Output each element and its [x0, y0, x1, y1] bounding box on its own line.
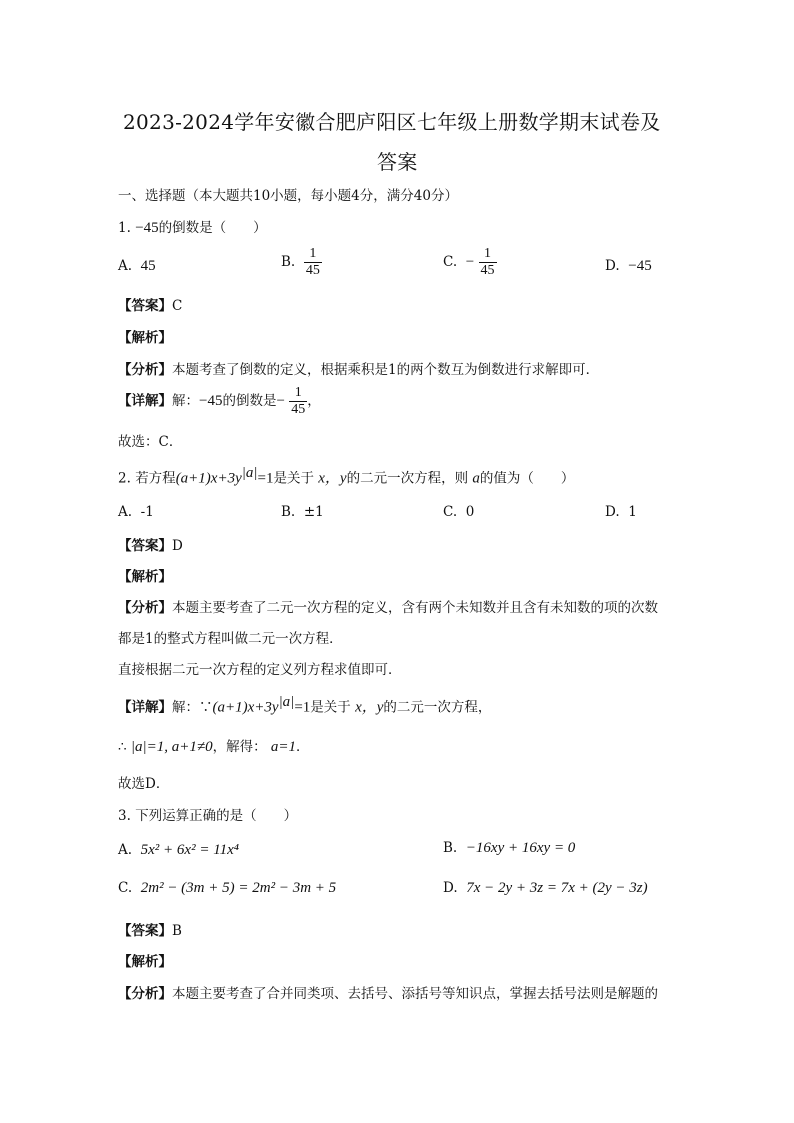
question-text: 的二元一次方程，则	[346, 470, 469, 487]
question-text: 的倒数是（ ）	[158, 220, 267, 236]
option-a	[118, 258, 156, 275]
option-value: ±1	[303, 504, 324, 520]
option-d	[605, 258, 652, 275]
option-value: 45	[140, 258, 156, 274]
option-b	[281, 504, 324, 520]
option-label: B.	[443, 840, 458, 856]
answer-value: D	[172, 538, 183, 554]
question-2-stem	[118, 465, 574, 488]
analysis-text	[118, 358, 599, 378]
solution-text: ．	[296, 739, 310, 755]
fraction-denominator: 45	[291, 402, 306, 417]
conclusion: 故选D．	[118, 776, 170, 792]
fenxi-tag: 【分析】	[118, 362, 172, 378]
section-heading: 一、选择题（本大题共10小题，每小题4分，满分40分）	[118, 188, 458, 204]
option-d	[605, 504, 637, 520]
option-formula: 2m² − (3m + 5) = 2m² − 3m + 5	[140, 880, 337, 896]
option-label: B.	[281, 504, 296, 520]
answer-tag: 【答案】	[118, 923, 172, 939]
solution-text: 的二元一次方程，	[383, 699, 492, 716]
xiangjie-tag: 【详解】	[118, 393, 172, 409]
question-text: 下列运算正确的是（ ）	[135, 808, 298, 824]
fraction	[479, 246, 497, 279]
answer-value: C	[172, 298, 183, 314]
option-b	[281, 246, 322, 279]
option-a	[118, 842, 239, 859]
question-number: 2.	[118, 470, 131, 487]
fraction-numerator: 1	[484, 246, 491, 261]
option-formula: −16xy + 16xy = 0	[465, 840, 576, 856]
analysis-text	[118, 596, 658, 616]
xiangjie-tag: 【详解】	[118, 699, 172, 716]
math-expression: −45	[135, 220, 159, 236]
fraction	[304, 246, 322, 279]
solution-text: 解：∵	[172, 699, 213, 716]
option-label: A.	[118, 258, 133, 274]
solution-text: 解：	[172, 393, 199, 409]
solution-text: 是关于	[310, 699, 351, 716]
minus-sign: −	[465, 254, 475, 270]
question-3-stem	[118, 804, 297, 824]
analysis-text-line3: 直接根据二元一次方程的定义列方程求值即可．	[118, 662, 402, 678]
option-d	[443, 880, 648, 897]
option-b	[443, 840, 575, 857]
math-equation-end: =1	[257, 470, 274, 487]
answer-value: B	[172, 923, 182, 939]
math-equation: (a+1)x+3y	[212, 699, 279, 716]
math-result: a=1	[270, 739, 297, 755]
analysis-tag: 【解析】	[118, 954, 172, 970]
fenxi-text: 本题主要考查了二元一次方程的定义，含有两个未知数并且含有未知数的项的次数	[172, 600, 658, 616]
fraction-denominator: 45	[480, 263, 495, 278]
option-value: -1	[140, 504, 154, 520]
detail-solution	[118, 385, 321, 418]
math-exponent: |a|	[278, 694, 295, 710]
option-label: C.	[443, 254, 458, 270]
fraction-numerator: 1	[309, 246, 317, 261]
math-equation: (a+1)x+3y	[175, 470, 242, 487]
option-label: B.	[281, 254, 296, 270]
conclusion: 故选：C．	[118, 434, 183, 450]
question-text: 若方程	[135, 470, 176, 487]
option-label: D.	[443, 880, 458, 896]
option-value: 1	[628, 504, 637, 520]
question-number: 1.	[118, 220, 131, 236]
option-label: C.	[118, 880, 133, 896]
question-number: 3.	[118, 808, 131, 824]
question-1-stem	[118, 216, 267, 237]
answer-line	[118, 534, 183, 554]
fraction-numerator: 1	[294, 385, 302, 400]
math-var: a	[472, 470, 480, 487]
answer-line	[118, 294, 182, 314]
fenxi-text: 本题考查了倒数的定义，根据乘积是1的两个数互为倒数进行求解即可．	[172, 362, 600, 378]
analysis-tag: 【解析】	[118, 569, 172, 585]
option-value: −45	[628, 258, 652, 274]
option-value: 0	[465, 504, 475, 520]
option-label: D.	[605, 504, 620, 520]
option-formula: 5x² + 6x² = 11x⁴	[140, 842, 239, 858]
analysis-text-line2: 都是1的整式方程叫做二元一次方程．	[118, 631, 343, 647]
document-title-line1: 2023-2024学年安徽合肥庐阳区七年级上册数学期末试卷及	[123, 110, 661, 134]
answer-tag: 【答案】	[118, 538, 172, 554]
option-formula: 7x − 2y + 3z = 7x + (2y − 3z)	[466, 880, 648, 896]
solution-text: 的倒数是	[222, 393, 277, 409]
math-exponent: |a|	[241, 465, 258, 481]
fraction-denominator: 45	[305, 263, 320, 278]
math-expression: −45	[199, 393, 223, 409]
option-c	[443, 504, 474, 520]
math-vars: x，y	[318, 470, 347, 487]
minus-sign: −	[276, 393, 285, 409]
option-label: C.	[443, 504, 458, 520]
option-c	[118, 880, 336, 897]
answer-tag: 【答案】	[118, 298, 172, 314]
question-text: 是关于	[273, 470, 314, 487]
analysis-text	[118, 982, 658, 1002]
solution-conditions	[118, 735, 310, 756]
answer-line	[118, 919, 182, 939]
fenxi-tag: 【分析】	[118, 986, 172, 1002]
option-label: A.	[118, 504, 133, 520]
fenxi-text: 本题主要考查了合并同类项、去括号、添括号等知识点，掌握去括号法则是解题的	[172, 986, 658, 1002]
math-vars: x，y	[355, 699, 384, 716]
math-conditions: |a|=1, a+1≠0	[130, 739, 213, 755]
document-title-line2: 答案	[377, 150, 418, 174]
solution-text: ，解得：	[212, 739, 267, 755]
therefore-symbol: ∴	[118, 739, 127, 755]
option-label: A.	[118, 842, 133, 858]
fraction	[289, 385, 307, 418]
option-a	[118, 504, 154, 520]
option-label: D.	[605, 258, 620, 274]
option-c	[443, 246, 497, 279]
detail-solution	[118, 694, 491, 717]
fenxi-tag: 【分析】	[118, 600, 172, 616]
solution-text: ，	[307, 393, 321, 409]
question-text: 的值为（ ）	[479, 470, 575, 487]
math-equation-end: =1	[294, 699, 311, 716]
analysis-tag: 【解析】	[118, 330, 172, 346]
